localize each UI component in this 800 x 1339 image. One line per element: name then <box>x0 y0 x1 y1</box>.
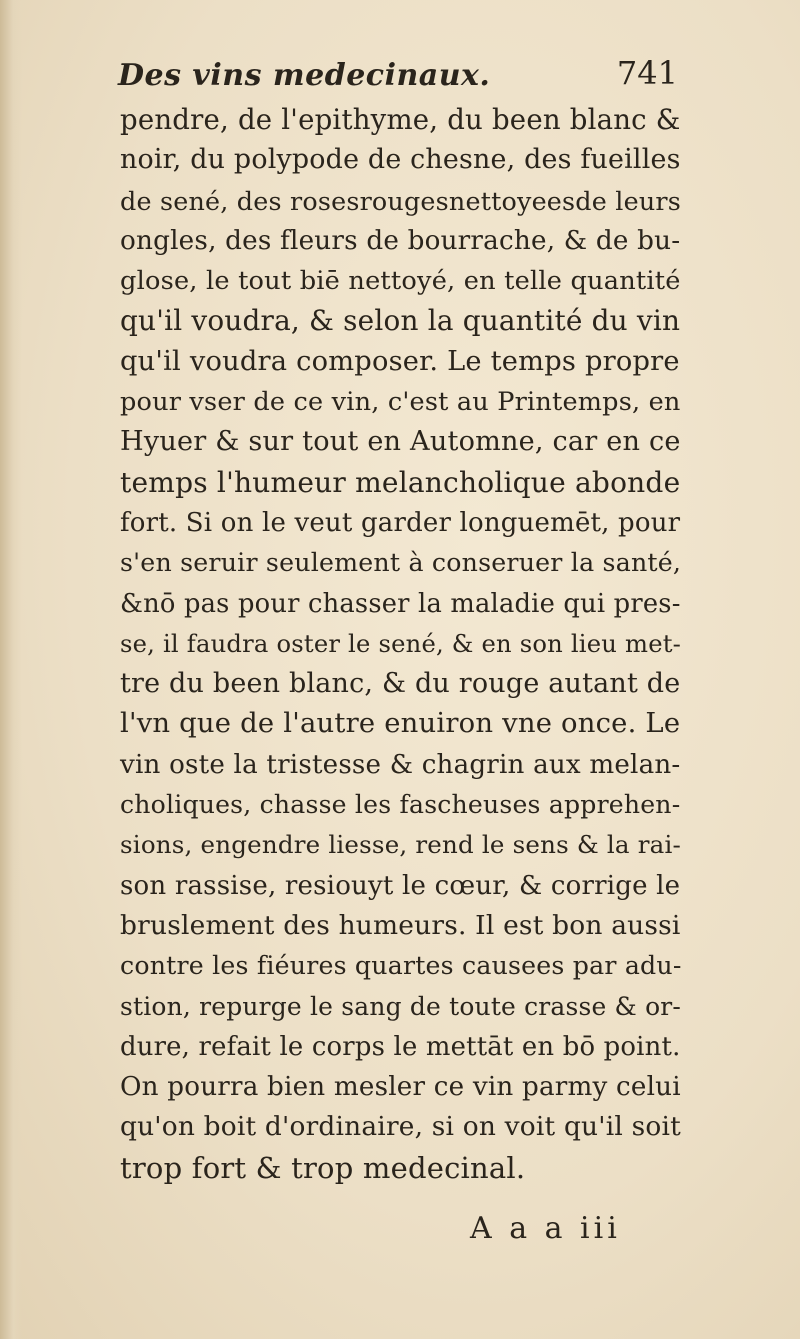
text-line: Hyuer & sur tout en Automne, car en ce <box>120 426 681 458</box>
page-gutter-shadow <box>0 0 22 1339</box>
text-line: contre les fiéures quartes causees par adu- <box>120 951 682 981</box>
text-line: ongles, des fleurs de bourrache, & de bu- <box>120 225 681 256</box>
running-title: Des vins medecinaux. <box>118 58 491 93</box>
text-line: On pourra bien mesler ce vin parmy celui <box>120 1072 681 1103</box>
text-line: tre du been blanc, & du rouge autant de <box>120 668 681 700</box>
text-line: bruslement des humeurs. Il est bon aussi <box>120 909 681 941</box>
text-line: vin oste la tristesse & chagrin aux melan- <box>120 749 681 780</box>
text-line: noir, du polypode de chesne, des fueilles <box>120 144 681 176</box>
text-line: son rassise, resiouyt le cœur, & corrige le <box>120 870 681 901</box>
text-line: fort. Si on le veut garder longuemēt, pour <box>120 507 681 538</box>
text-line: qu'il voudra composer. Le temps propre <box>120 345 680 377</box>
text-line: qu'il voudra, & selon la quantité du vin <box>120 304 681 338</box>
page-number: 741 <box>616 54 678 92</box>
text-line: se, il faudra oster le sené, & en son lieu met- <box>120 628 682 658</box>
text-line: temps l'humeur melancholique abonde <box>120 465 681 499</box>
text-line: &nō pas pour chasser la maladie qui pres- <box>120 588 681 619</box>
text-line: l'vn que de l'autre enuiron vne once. Le <box>120 708 681 740</box>
text-line: dure, refait le corps le mettāt en bō point. <box>120 1031 681 1062</box>
running-head <box>118 54 678 102</box>
body-text <box>120 100 680 1188</box>
text-line: sions, engendre liesse, rend le sens & la rai- <box>120 830 682 860</box>
text-line: stion, repurge le sang de toute crasse & or- <box>120 991 682 1021</box>
text-line: pendre, de l'epithyme, du been blanc & <box>120 103 681 136</box>
text-line: trop fort & trop medecinal. <box>120 1150 526 1185</box>
signature-mark: A a a iii <box>470 1211 621 1246</box>
text-line: de sené, des rosesrougesnettoyeesde leurs <box>120 185 681 216</box>
text-line: qu'on boit d'ordinaire, si on voit qu'il soit <box>120 1111 681 1143</box>
text-line: glose, le tout biē nettoyé, en telle quantité <box>120 266 681 297</box>
text-line: s'en seruir seulement à conseruer la santé, <box>120 548 682 578</box>
text-line: pour vser de ce vin, c'est au Printemps, en <box>120 387 681 418</box>
text-line: choliques, chasse les fascheuses apprehen- <box>120 790 681 820</box>
